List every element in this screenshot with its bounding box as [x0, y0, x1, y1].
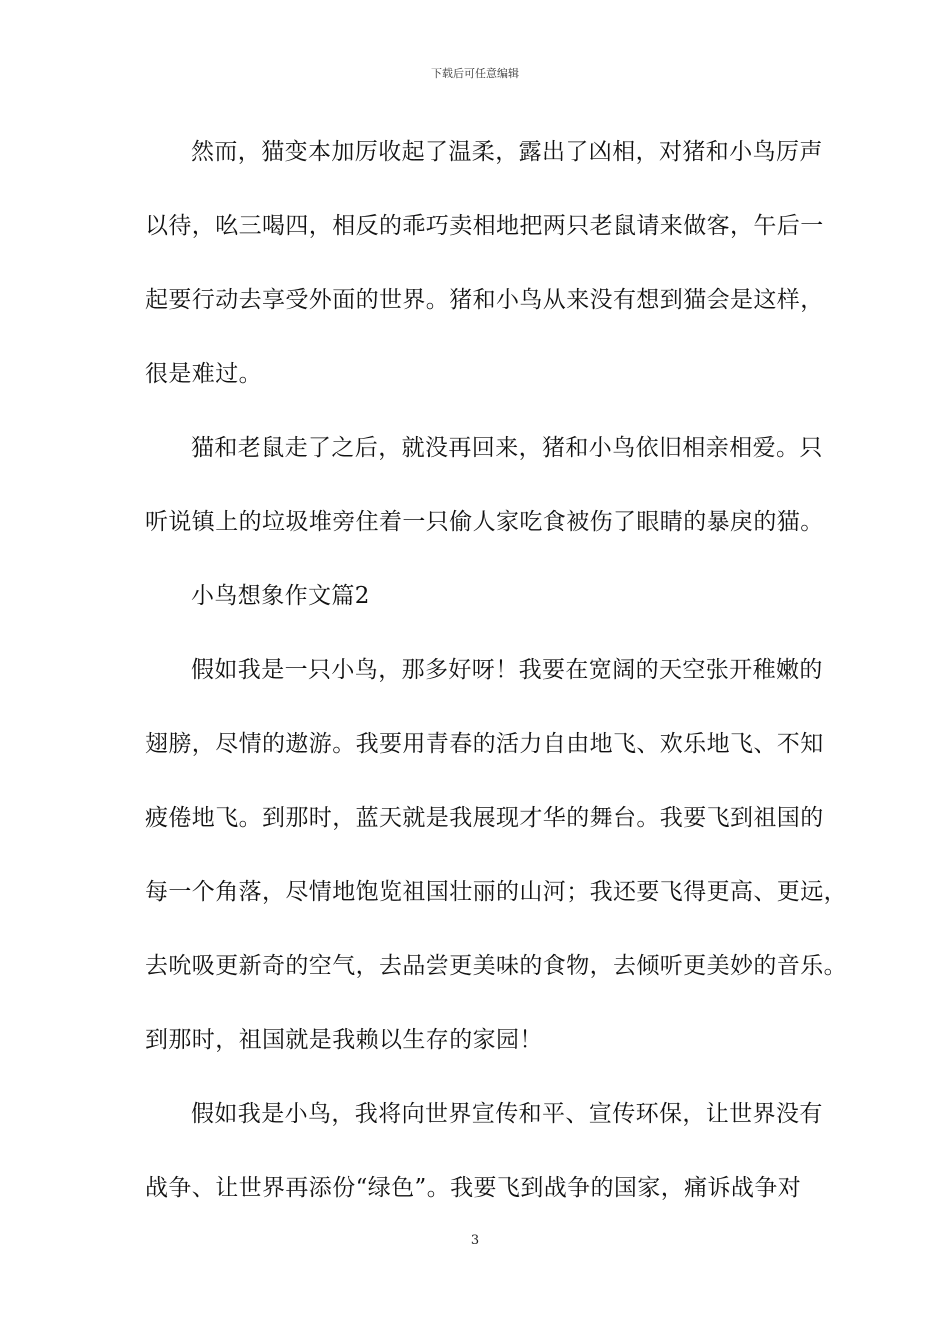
- body-line: 很是难过。: [145, 361, 262, 387]
- body-line: 以待，吆三喝四，相反的乖巧卖相地把两只老鼠请来做客，午后一: [145, 213, 824, 239]
- body-line: 假如我是一只小鸟，那多好呀！我要在宽阔的天空张开稚嫩的: [191, 657, 823, 683]
- page-header: 下载后可任意编辑: [431, 67, 519, 80]
- body-line: 假如我是小鸟，我将向世界宣传和平、宣传环保，让世界没有: [191, 1101, 823, 1127]
- body-line: 战争、让世界再添份“绿色”。我要飞到战争的国家，痛诉战争对: [145, 1175, 802, 1201]
- body-line: 到那时，祖国就是我赖以生存的家园！: [145, 1027, 543, 1053]
- body-line: 去吮吸更新奇的空气，去品尝更美味的食物，去倾听更美妙的音乐。: [145, 953, 847, 979]
- body-line: 听说镇上的垃圾堆旁住着一只偷人家吃食被伤了眼睛的暴戾的猫。: [145, 509, 824, 535]
- body-line: 起要行动去享受外面的世界。猪和小鸟从来没有想到猫会是这样，: [145, 287, 824, 313]
- page-number: 3: [470, 1233, 480, 1248]
- body-line: 猫和老鼠走了之后，就没再回来，猪和小鸟依旧相亲相爱。只: [191, 435, 823, 461]
- body-line: 每一个角落，尽情地饱览祖国壮丽的山河；我还要飞得更高、更远，: [145, 879, 847, 905]
- body-line: 翅膀，尽情的遨游。我要用青春的活力自由地飞、欢乐地飞、不知: [145, 731, 824, 757]
- section-heading: 小鸟想象作文篇2: [191, 583, 370, 609]
- body-line: 然而，猫变本加厉收起了温柔，露出了凶相，对猪和小鸟厉声: [191, 139, 823, 165]
- body-line: 疲倦地飞。到那时，蓝天就是我展现才华的舞台。我要飞到祖国的: [145, 805, 824, 831]
